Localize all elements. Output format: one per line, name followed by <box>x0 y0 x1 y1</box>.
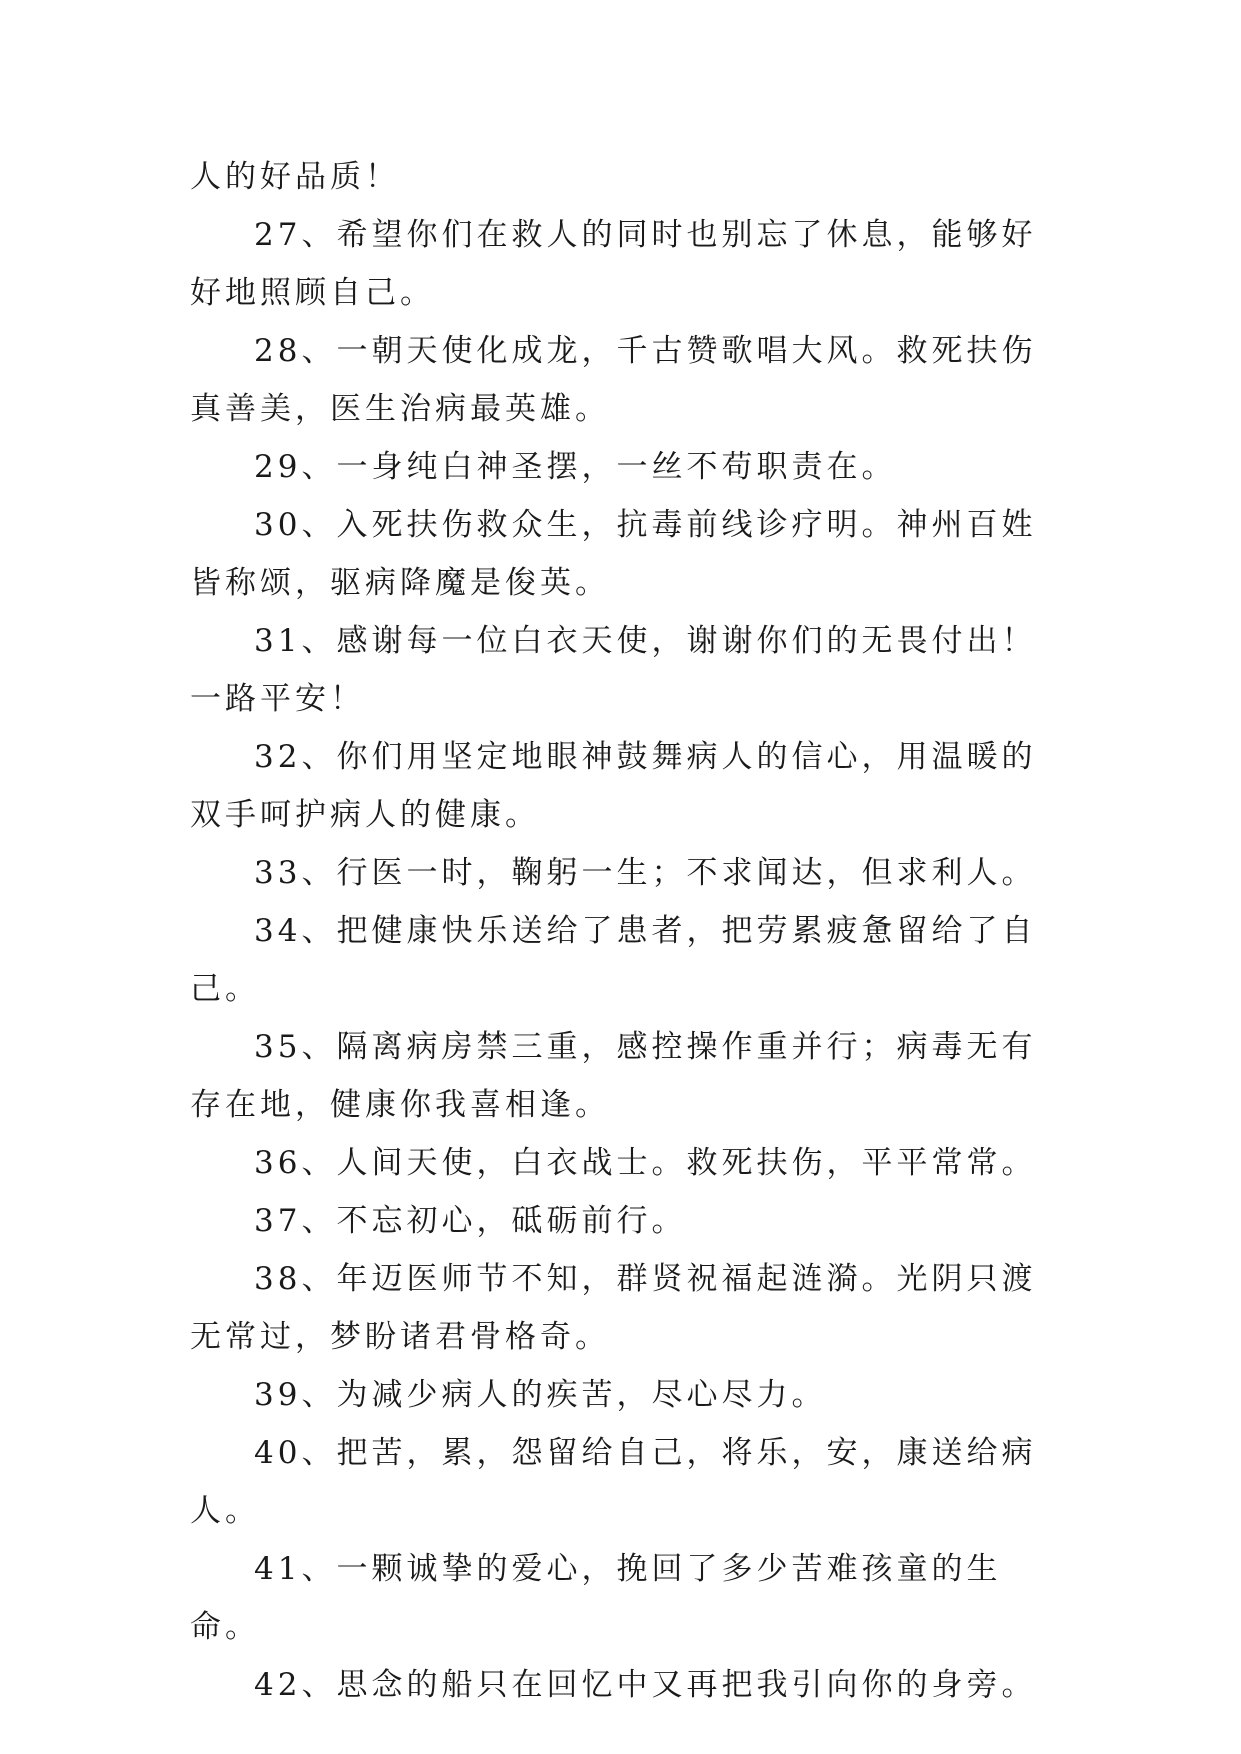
paragraph-38: 38、年迈医师节不知，群贤祝福起涟漪。光阴只渡无常过，梦盼诸君骨格奇。 <box>190 1261 1037 1355</box>
paragraph-36: 36、人间天使，白衣战士。救死扶伤，平平常常。 <box>254 1145 1037 1181</box>
paragraph-34: 34、把健康快乐送给了患者，把劳累疲惫留给了自己。 <box>190 913 1037 1007</box>
paragraph-37: 37、不忘初心，砥砺前行。 <box>254 1203 687 1239</box>
paragraph-32: 32、你们用坚定地眼神鼓舞病人的信心，用温暖的双手呵护病人的健康。 <box>190 739 1037 833</box>
paragraph-31: 31、感谢每一位白衣天使，谢谢你们的无畏付出！一路平安！ <box>190 623 1037 717</box>
paragraph-39: 39、为减少病人的疾苦，尽心尽力。 <box>254 1377 827 1413</box>
paragraph-30: 30、入死扶伤救众生，抗毒前线诊疗明。神州百姓皆称颂，驱病降魔是俊英。 <box>190 507 1037 601</box>
paragraph-33: 33、行医一时，鞠躬一生；不求闻达，但求利人。 <box>254 855 1037 891</box>
paragraph-29: 29、一身纯白神圣摆，一丝不苟职责在。 <box>254 449 897 485</box>
paragraph-35: 35、隔离病房禁三重，感控操作重并行；病毒无有存在地，健康你我喜相逢。 <box>190 1029 1037 1123</box>
paragraph-continuation: 人的好品质！ <box>190 159 400 195</box>
paragraph-41: 41、一颗诚挚的爱心，挽回了多少苦难孩童的生命。 <box>190 1551 1002 1645</box>
paragraph-42: 42、思念的船只在回忆中又再把我引向你的身旁。 <box>254 1667 1037 1703</box>
paragraph-40: 40、把苦，累，怨留给自己，将乐，安，康送给病人。 <box>190 1435 1037 1529</box>
document-body <box>190 148 1070 1714</box>
paragraph-28: 28、一朝天使化成龙，千古赞歌唱大风。救死扶伤真善美，医生治病最英雄。 <box>190 333 1037 427</box>
paragraph-27: 27、希望你们在救人的同时也别忘了休息，能够好好地照顾自己。 <box>190 217 1037 311</box>
